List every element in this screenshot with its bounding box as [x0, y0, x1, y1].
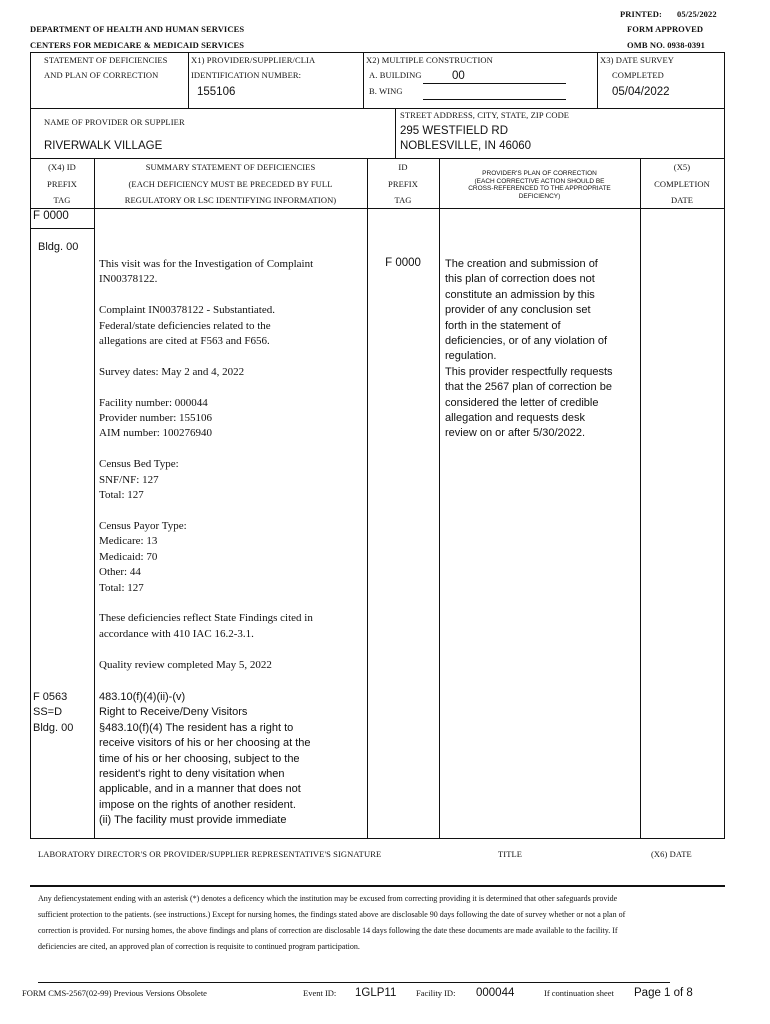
provider-name-label: NAME OF PROVIDER OR SUPPLIER: [44, 117, 185, 127]
plan-header-3: CROSS-REFERENCED TO THE APPROPRIATE: [468, 185, 611, 192]
disclaimer-text: Any defiencystatement ending with an asterisk (*) denotes a deficency which the institution may be excused from correcting providing it is determined that other safeguards provide sufficient protection to the patients. (see instructions.) Except for nursing homes, the findings stated above are disclosable 90 days following the date of survey whether or not a plan of correction is provided. For nursing homes, the above findings and plans of correction are disclosable 14 days following the date these documents are made available to the facility. If deficiencies are cited, an approved plan of correction is requisite to continued program participation.: [38, 894, 626, 951]
x4-header-1: (X4) ID: [48, 162, 76, 172]
printed-date: 05/25/2022: [677, 9, 717, 19]
frame-top-line: [30, 52, 725, 53]
summary-header-1: SUMMARY STATEMENT OF DEFICIENCIES: [145, 162, 316, 172]
address-label: STREET ADDRESS, CITY, STATE, ZIP CODE: [400, 110, 570, 120]
id-tag-f0000: F 0000: [385, 257, 421, 269]
tag-f0563: F 0563 SS=D Bldg. 00: [33, 691, 74, 734]
provider-id-value: 155106: [197, 86, 236, 98]
event-id-label: Event ID:: [303, 988, 337, 998]
x4-header-2: PREFIX: [47, 179, 77, 189]
facility-id-label: Facility ID:: [416, 988, 456, 998]
divider: [423, 83, 566, 84]
form-number: FORM CMS-2567(02-99) Previous Versions Obsolete: [22, 988, 207, 998]
statement-label-1: STATEMENT OF DEFICIENCIES: [44, 55, 168, 65]
x1-label-2: IDENTIFICATION NUMBER:: [191, 70, 302, 80]
id-header-1: ID: [398, 162, 408, 172]
centers-name: CENTERS FOR MEDICARE & MEDICAID SERVICES: [30, 40, 245, 50]
wing-label: B. WING: [369, 86, 403, 96]
form-approved: FORM APPROVED: [627, 24, 704, 34]
divider: [188, 52, 189, 108]
divider: [30, 228, 94, 229]
plan-header-1: PROVIDER'S PLAN OF CORRECTION: [482, 170, 597, 177]
address-line-2: NOBLESVILLE, IN 46060: [400, 140, 532, 152]
x4-header-3: TAG: [53, 195, 71, 205]
date-label: (X6) DATE: [651, 849, 692, 859]
x3-label-1: X3) DATE SURVEY: [600, 55, 675, 65]
divider: [363, 52, 364, 108]
divider: [395, 108, 396, 158]
divider: [367, 158, 368, 838]
divider: [30, 108, 725, 109]
summary-statement-1: This visit was for the Investigation of Complaint IN00378122. Complaint IN00378122 - Substantiated. Federal/state deficiencies related to the allegations are cited at F563 and F656. Survey dates: May 2 and 4, 2022 Facility number: 000044 Provider number: 155106 AIM number: 100276940 Census Bed Type: SNF/NF: 127 Total: 127 Census Payor Type: Medicare: 13 Medicaid: 70 Other: 44 Total: 127 These deficiencies reflect State Findings cited in accordance with 410 IAC 16.2-3.1. Quality review completed May 5, 2022: [99, 258, 314, 671]
printed-label: PRINTED:: [620, 9, 662, 19]
title-label: TITLE: [498, 849, 523, 859]
divider: [439, 158, 440, 838]
frame-right-line: [724, 52, 725, 838]
tag-f0000: F 0000: [33, 210, 69, 222]
x5-header-2: COMPLETION: [654, 179, 710, 189]
id-header-3: TAG: [394, 195, 412, 205]
x5-header-1: (X5): [673, 162, 691, 172]
building-value: 00: [452, 70, 465, 82]
id-header-2: PREFIX: [388, 179, 418, 189]
divider: [640, 158, 641, 838]
divider: [30, 208, 725, 209]
divider: [38, 982, 670, 983]
address-line-1: 295 WESTFIELD RD: [400, 125, 508, 137]
signature-label: LABORATORY DIRECTOR'S OR PROVIDER/SUPPLIER REPRESENTATIVE'S SIGNATURE: [38, 849, 382, 859]
x1-label-1: X1) PROVIDER/SUPPLIER/CLIA: [191, 55, 316, 65]
bldg-00: Bldg. 00: [38, 241, 79, 253]
divider: [597, 52, 598, 108]
divider: [30, 885, 725, 887]
event-id-value: 1GLP11: [355, 987, 397, 999]
divider: [423, 99, 566, 100]
statement-label-2: AND PLAN OF CORRECTION: [44, 70, 159, 80]
plan-header: [439, 170, 640, 200]
x5-header-3: DATE: [670, 195, 694, 205]
plan-header-4: DEFICIENCY): [518, 192, 561, 200]
building-label: A. BUILDING: [369, 70, 422, 80]
summary-header-2: (EACH DEFICIENCY MUST BE PRECEDED BY FULL: [128, 179, 333, 189]
plan-of-correction-1: The creation and submission of this plan of correction does not constitute an admission by this provider of any conclusion set forth in the statement of deficiencies, or of any violation of regulation. This provider respectfully requests that the 2567 plan of correction be considered the letter of credible allegation and requests desk review on or after 5/30/2022.: [445, 258, 613, 440]
plan-header-2: (EACH CORRECTIVE ACTION SHOULD BE: [474, 177, 605, 185]
divider: [30, 838, 725, 839]
page-number: Page 1 of 8: [634, 987, 693, 999]
department-name: DEPARTMENT OF HEALTH AND HUMAN SERVICES: [30, 24, 245, 34]
omb-number: OMB NO. 0938-0391: [627, 40, 705, 50]
x2-label: X2) MULTIPLE CONSTRUCTION: [366, 55, 493, 65]
survey-date-value: 05/04/2022: [612, 86, 670, 98]
summary-header-3: REGULATORY OR LSC IDENTIFYING INFORMATION): [124, 195, 337, 205]
provider-name-value: RIVERWALK VILLAGE: [44, 140, 163, 152]
continuation-label: If continuation sheet: [544, 988, 614, 998]
divider: [30, 158, 725, 159]
summary-statement-2: 483.10(f)(4)(ii)-(v) Right to Receive/Deny Visitors §483.10(f)(4) The resident has a right to receive visitors of his or her choosing at the time of his or her choosing, subject to the resident's right to deny visitation when applicable, and in a manner that does not impose on the rights of another resident. (ii) The facility must provide immediate: [99, 691, 311, 827]
divider: [94, 158, 95, 838]
facility-id-value: 000044: [476, 987, 515, 999]
x3-label-2: COMPLETED: [612, 70, 664, 80]
